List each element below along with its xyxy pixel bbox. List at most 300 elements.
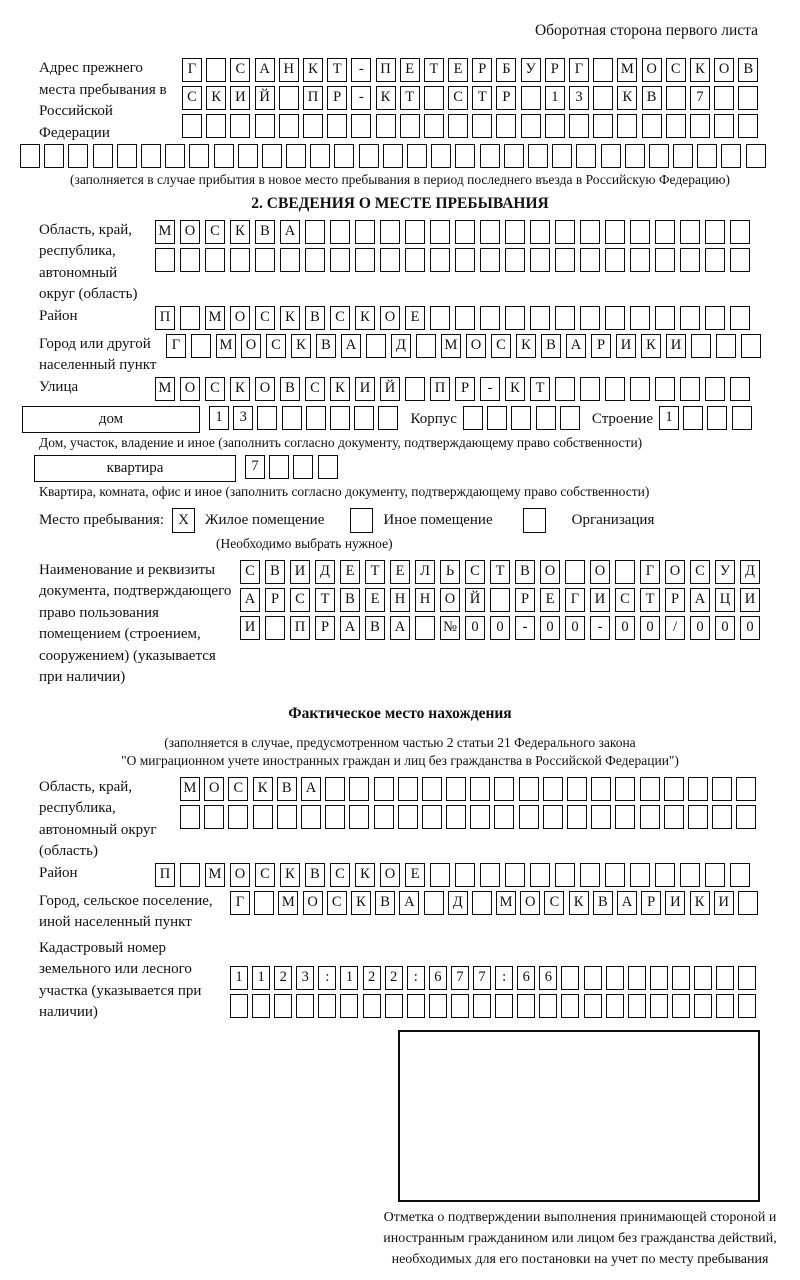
stay-type-label: Место пребывания: [39, 511, 164, 528]
char-cell: С [205, 220, 225, 244]
char-cell: О [255, 377, 275, 401]
char-cell [738, 86, 758, 110]
char-cell [606, 966, 624, 990]
char-cell [666, 114, 686, 138]
char-cell: О [180, 220, 200, 244]
prev-address-block [20, 58, 780, 144]
char-cell [20, 144, 40, 168]
char-cell: М [496, 891, 516, 915]
char-cell: - [480, 377, 500, 401]
char-cell [286, 144, 306, 168]
char-cell: Р [455, 377, 475, 401]
char-cell [697, 144, 717, 168]
apartment-row [20, 455, 780, 483]
document-block [20, 560, 780, 689]
char-cell [451, 994, 469, 1018]
char-cell [605, 377, 625, 401]
char-cell [530, 306, 550, 330]
stamp-area [20, 1030, 780, 1270]
document-label: Наименование и реквизиты документа, подтверждающего право пользования помещением (строением, сооружением) (указывается при наличии) [39, 561, 232, 686]
actual-region-block [20, 777, 780, 863]
char-cell [504, 144, 524, 168]
char-cell [511, 406, 531, 430]
char-cell: Р [315, 616, 335, 640]
char-cell: П [376, 58, 396, 82]
char-cell [673, 144, 693, 168]
char-cell [257, 406, 277, 430]
char-cell: Д [391, 334, 411, 358]
char-cell [555, 248, 575, 272]
char-cell [301, 805, 321, 829]
char-cell [688, 777, 708, 801]
char-cell: А [301, 777, 321, 801]
char-cell: О [380, 863, 400, 887]
char-cell [355, 248, 375, 272]
char-cell: Р [641, 891, 661, 915]
char-cell [655, 306, 675, 330]
residential-label: Жилое помещение [205, 511, 325, 528]
char-cell [325, 777, 345, 801]
actual-city-label: Город, сельское поселение, иной населенный пункт [39, 892, 213, 931]
char-cell [280, 248, 300, 272]
char-cell [738, 114, 758, 138]
char-cell [605, 306, 625, 330]
char-cell [732, 406, 752, 430]
char-cell [422, 777, 442, 801]
char-cell [605, 220, 625, 244]
char-cell [628, 994, 646, 1018]
char-cell: Т [472, 86, 492, 110]
char-cell: Д [315, 560, 335, 584]
char-cell: : [495, 966, 513, 990]
char-cell: Т [400, 86, 420, 110]
char-cell: Б [496, 58, 516, 82]
char-cell: / [665, 616, 685, 640]
char-cell [630, 306, 650, 330]
char-cell [205, 248, 225, 272]
char-cell: 3 [569, 86, 589, 110]
char-grid-row [230, 891, 780, 915]
char-cell: Н [279, 58, 299, 82]
char-cell: Г [569, 58, 589, 82]
char-cell [310, 144, 330, 168]
char-cell [277, 805, 297, 829]
char-cell: О [230, 863, 250, 887]
char-cell [252, 994, 270, 1018]
form-page [0, 22, 800, 1280]
char-cell [180, 863, 200, 887]
char-cell [255, 248, 275, 272]
char-cell: Н [415, 588, 435, 612]
char-cell [349, 805, 369, 829]
char-cell [376, 114, 396, 138]
char-cell [306, 406, 326, 430]
char-cell [230, 248, 250, 272]
char-cell: Е [400, 58, 420, 82]
char-cell [180, 805, 200, 829]
char-cell [580, 863, 600, 887]
char-cell: А [280, 220, 300, 244]
char-cell: К [569, 891, 589, 915]
char-cell: С [228, 777, 248, 801]
char-cell [117, 144, 137, 168]
char-cell: К [351, 891, 371, 915]
char-cell [228, 805, 248, 829]
char-cell [736, 805, 756, 829]
char-cell: Р [515, 588, 535, 612]
district-label: Район [39, 307, 78, 324]
char-cell [296, 994, 314, 1018]
char-cell: А [240, 588, 260, 612]
char-cell [714, 114, 734, 138]
char-cell [630, 377, 650, 401]
house-box: дом [22, 406, 200, 433]
house-note: Дом, участок, владение и иное (заполнить согласно документу, подтверждающему право собственности) [39, 435, 643, 451]
char-cell [714, 86, 734, 110]
char-cell [380, 248, 400, 272]
char-cell [429, 994, 447, 1018]
char-cell: Р [327, 86, 347, 110]
char-cell: : [318, 966, 336, 990]
char-cell [580, 377, 600, 401]
char-cell [694, 994, 712, 1018]
char-cell: А [390, 616, 410, 640]
char-cell: С [182, 86, 202, 110]
char-cell [480, 220, 500, 244]
char-cell: 2 [274, 966, 292, 990]
char-cell [716, 966, 734, 990]
char-cell: С [465, 560, 485, 584]
actual-region-label: Область, край, республика, автономный округ (область) [39, 778, 157, 860]
char-cell [716, 994, 734, 1018]
char-cell: К [617, 86, 637, 110]
char-cell [606, 994, 624, 1018]
char-cell [640, 777, 660, 801]
stroenie-label: Строение [591, 411, 653, 428]
char-cell [470, 777, 490, 801]
char-cell [327, 114, 347, 138]
char-cell: Р [265, 588, 285, 612]
char-cell [730, 377, 750, 401]
char-cell: Ь [440, 560, 460, 584]
char-cell: О [303, 891, 323, 915]
char-cell: О [180, 377, 200, 401]
char-cell: К [516, 334, 536, 358]
char-cell: Р [472, 58, 492, 82]
char-cell: К [355, 863, 375, 887]
char-cell: К [291, 334, 311, 358]
char-grid-row [182, 86, 780, 110]
char-cell: Г [640, 560, 660, 584]
char-cell: Г [565, 588, 585, 612]
char-cell [543, 777, 563, 801]
prev-address-grids [182, 58, 780, 141]
char-cell: О [540, 560, 560, 584]
char-cell: С [666, 58, 686, 82]
actual-location-note-1: (заполняется в случае, предусмотренном частью 2 статьи 21 Федерального закона [164, 734, 636, 750]
char-cell [351, 114, 371, 138]
char-cell [664, 805, 684, 829]
char-cell: С [290, 588, 310, 612]
char-cell [405, 377, 425, 401]
district-block [20, 306, 780, 334]
char-cell [495, 994, 513, 1018]
char-cell: П [303, 86, 323, 110]
char-cell [374, 777, 394, 801]
char-cell [680, 863, 700, 887]
char-cell [605, 248, 625, 272]
char-grid-row [180, 805, 780, 829]
char-cell: Т [424, 58, 444, 82]
char-cell [746, 144, 766, 168]
char-cell [655, 248, 675, 272]
char-cell [274, 994, 292, 1018]
char-cell [330, 406, 350, 430]
char-cell: И [665, 891, 685, 915]
char-cell [521, 86, 541, 110]
char-cell: С [305, 377, 325, 401]
char-cell [650, 994, 668, 1018]
actual-district-block [20, 863, 780, 891]
char-cell [354, 406, 374, 430]
char-cell [555, 863, 575, 887]
char-cell: 6 [517, 966, 535, 990]
char-cell [680, 377, 700, 401]
char-cell [279, 114, 299, 138]
stay-type-row [20, 508, 780, 533]
char-cell: М [155, 220, 175, 244]
char-cell [305, 220, 325, 244]
char-cell [180, 248, 200, 272]
char-cell [519, 777, 539, 801]
char-cell: И [240, 616, 260, 640]
char-cell [672, 966, 690, 990]
stamp-box [398, 1030, 760, 1202]
char-cell [446, 805, 466, 829]
char-cell [463, 406, 483, 430]
char-cell [455, 248, 475, 272]
char-cell [470, 805, 490, 829]
char-cell: Т [365, 560, 385, 584]
char-cell: С [205, 377, 225, 401]
char-cell: 2 [385, 966, 403, 990]
char-cell [593, 86, 613, 110]
char-cell: А [341, 334, 361, 358]
char-cell: К [505, 377, 525, 401]
char-cell: Т [327, 58, 347, 82]
char-cell: У [521, 58, 541, 82]
char-cell [601, 144, 621, 168]
char-cell [340, 994, 358, 1018]
char-cell: Е [405, 863, 425, 887]
char-cell [560, 406, 580, 430]
char-cell: 1 [340, 966, 358, 990]
stay-type-hint: (Необходимо выбрать нужное) [216, 535, 393, 551]
char-cell: В [541, 334, 561, 358]
char-cell [473, 994, 491, 1018]
char-grid-row [155, 377, 780, 401]
char-cell [262, 144, 282, 168]
char-cell [536, 406, 556, 430]
char-cell: 3 [233, 406, 253, 430]
char-cell: В [277, 777, 297, 801]
char-cell [68, 144, 88, 168]
char-cell [505, 248, 525, 272]
char-cell [555, 306, 575, 330]
char-cell: 0 [565, 616, 585, 640]
char-cell: Л [415, 560, 435, 584]
char-cell [505, 306, 525, 330]
char-cell: А [566, 334, 586, 358]
char-cell: А [690, 588, 710, 612]
char-cell [472, 114, 492, 138]
char-grid-row-full [20, 144, 780, 168]
char-cell: В [265, 560, 285, 584]
char-cell [584, 994, 602, 1018]
char-cell [705, 248, 725, 272]
char-cell [738, 891, 758, 915]
char-cell: И [355, 377, 375, 401]
char-cell [487, 406, 507, 430]
char-cell [680, 306, 700, 330]
char-cell: К [280, 863, 300, 887]
char-cell [189, 144, 209, 168]
char-cell: С [240, 560, 260, 584]
char-cell [448, 114, 468, 138]
char-cell: К [280, 306, 300, 330]
char-cell: 1 [545, 86, 565, 110]
char-cell: В [316, 334, 336, 358]
korpus-label: Корпус [410, 411, 457, 428]
char-cell [431, 144, 451, 168]
char-cell: С [615, 588, 635, 612]
apartment-cells [245, 455, 342, 479]
other-premises-label: Иное помещение [383, 511, 493, 528]
korpus-cells [463, 406, 584, 430]
char-cell: С [330, 306, 350, 330]
char-cell [530, 220, 550, 244]
char-cell [705, 863, 725, 887]
char-cell [293, 455, 313, 479]
char-cell [303, 114, 323, 138]
char-cell: С [330, 863, 350, 887]
char-cell [180, 306, 200, 330]
char-cell: Р [545, 58, 565, 82]
char-cell [605, 863, 625, 887]
char-grid-row [155, 863, 780, 887]
city-label: Город или другой населенный пункт [39, 335, 157, 374]
char-grid-row [155, 220, 780, 244]
char-cell [705, 377, 725, 401]
char-cell [480, 248, 500, 272]
actual-location-title: Фактическое место нахождения [288, 704, 512, 722]
char-grid-row [155, 248, 780, 272]
apartment-box: квартира [34, 455, 236, 482]
char-cell [567, 777, 587, 801]
char-cell: П [430, 377, 450, 401]
char-cell: : [407, 966, 425, 990]
char-cell [416, 334, 436, 358]
char-cell [494, 805, 514, 829]
char-cell [366, 334, 386, 358]
char-cell [505, 220, 525, 244]
char-cell: П [290, 616, 310, 640]
char-cell: О [642, 58, 662, 82]
char-cell [530, 248, 550, 272]
char-cell [318, 994, 336, 1018]
char-cell [615, 805, 635, 829]
char-cell [480, 144, 500, 168]
char-cell [206, 58, 226, 82]
char-cell: Е [448, 58, 468, 82]
char-cell: В [375, 891, 395, 915]
char-cell [655, 220, 675, 244]
char-cell: Й [255, 86, 275, 110]
cadastral-block [20, 938, 780, 1024]
char-cell: 3 [296, 966, 314, 990]
char-cell [680, 248, 700, 272]
char-cell: В [515, 560, 535, 584]
region-label: Область, край, республика, автономный округ (область) [39, 221, 138, 303]
char-cell [712, 805, 732, 829]
char-grid-row [182, 114, 780, 138]
char-cell [359, 144, 379, 168]
char-cell [455, 863, 475, 887]
char-cell: О [230, 306, 250, 330]
char-cell: 0 [465, 616, 485, 640]
char-cell [712, 777, 732, 801]
char-cell [730, 863, 750, 887]
char-cell: 1 [209, 406, 229, 430]
char-grid-row [182, 58, 780, 82]
char-cell [517, 994, 535, 1018]
char-cell: О [440, 588, 460, 612]
char-cell [400, 114, 420, 138]
char-cell: О [714, 58, 734, 82]
char-cell [567, 805, 587, 829]
char-cell [165, 144, 185, 168]
char-cell [593, 114, 613, 138]
char-cell [455, 220, 475, 244]
char-cell: № [440, 616, 460, 640]
char-cell [730, 220, 750, 244]
char-cell [206, 114, 226, 138]
actual-district-label: Район [39, 864, 78, 881]
char-cell [580, 220, 600, 244]
char-cell: 7 [245, 455, 265, 479]
char-cell [385, 994, 403, 1018]
char-cell: 1 [252, 966, 270, 990]
organization-checkbox [523, 508, 546, 533]
char-cell [230, 994, 248, 1018]
char-cell: С [491, 334, 511, 358]
char-cell: О [241, 334, 261, 358]
char-cell: - [515, 616, 535, 640]
street-label: Улица [39, 378, 79, 395]
char-cell [378, 406, 398, 430]
char-cell [238, 144, 258, 168]
char-cell: Д [740, 560, 760, 584]
char-cell: К [206, 86, 226, 110]
apartment-note: Квартира, комната, офис и иное (заполнить согласно документу, подтверждающему право собственности) [39, 483, 650, 499]
char-cell: 7 [451, 966, 469, 990]
prev-address-note: (заполняется в случае прибытия в новое место пребывания в период последнего въезда в Российскую Федерацию) [69, 171, 731, 187]
char-cell [519, 805, 539, 829]
char-cell [355, 220, 375, 244]
char-cell [330, 248, 350, 272]
char-cell [334, 144, 354, 168]
char-cell [398, 805, 418, 829]
